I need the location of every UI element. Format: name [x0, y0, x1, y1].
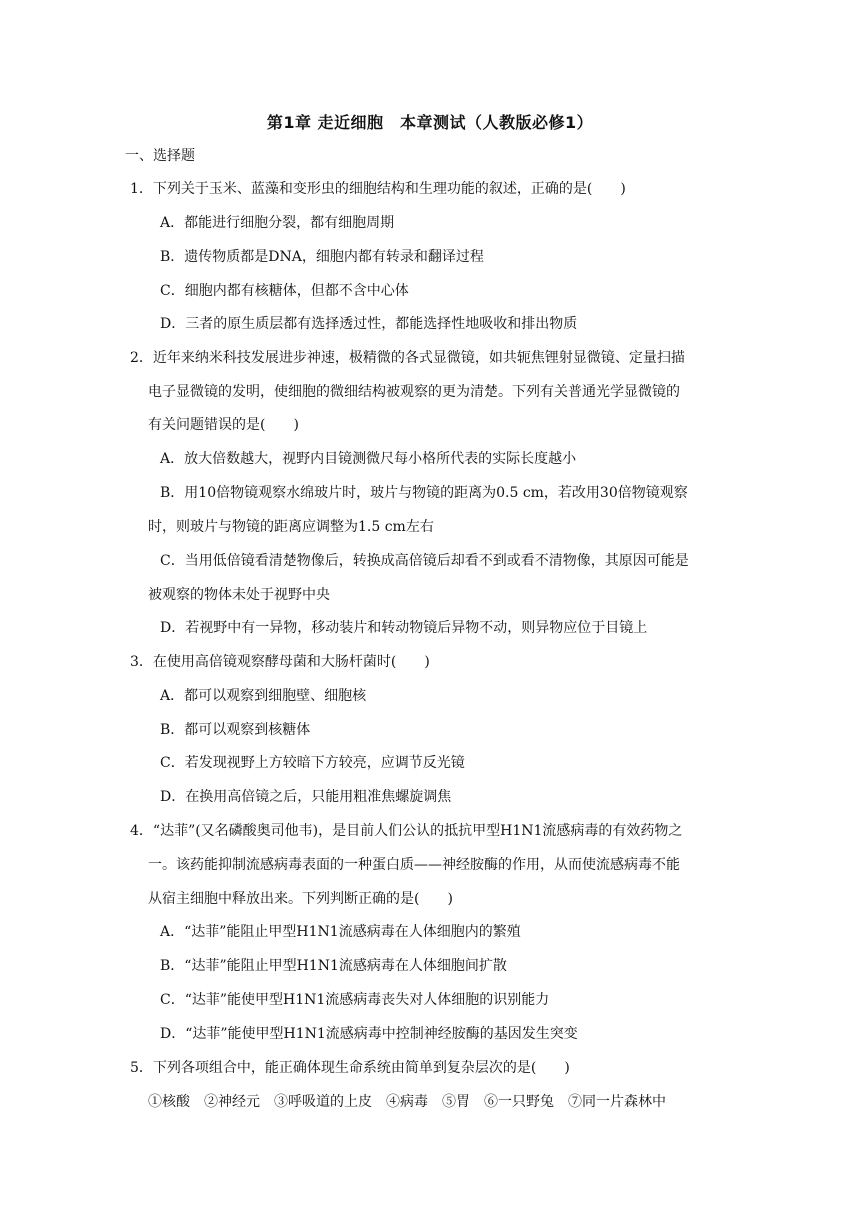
- question-3-option-a: A．都可以观察到细胞壁、细胞核: [160, 688, 367, 704]
- question-2-stem-line-3: 有关问题错误的是( ): [148, 417, 299, 433]
- question-5-items: ①核酸 ②神经元 ③呼吸道的上皮 ④病毒 ⑤胃 ⑥一只野兔 ⑦同一片森林中: [148, 1094, 666, 1110]
- section-heading: 一、选择题: [125, 148, 195, 164]
- question-1-option-b: B．遗传物质都是DNA，细胞内都有转录和翻译过程: [160, 249, 484, 265]
- question-2-option-b-line-2: 时，则玻片与物镜的距离应调整为1.5 cm左右: [148, 519, 434, 535]
- question-4-stem-line-2: 一。该药能抑制流感病毒表面的一种蛋白质——神经胺酶的作用，从而使流感病毒不能: [148, 857, 680, 873]
- question-3-option-b: B．都可以观察到核糖体: [160, 722, 311, 738]
- question-2-option-b-line-1: B．用10倍物镜观察水绵玻片时，玻片与物镜的距离为0.5 cm，若改用30倍物镜观察: [160, 485, 688, 501]
- question-3-option-d: D．在换用高倍镜之后，只能用粗准焦螺旋调焦: [160, 789, 452, 805]
- question-2-option-a: A．放大倍数越大，视野内目镜测微尺每小格所代表的实际长度越小: [160, 451, 577, 467]
- question-4-option-c: C．“达菲”能使甲型H1N1流感病毒丧失对人体细胞的识别能力: [160, 992, 550, 1008]
- question-4-option-b: B．“达菲”能阻止甲型H1N1流感病毒在人体细胞间扩散: [160, 958, 507, 974]
- question-2-stem-line-1: 2．近年来纳米科技发展进步神速，极精微的各式显微镜，如共轭焦锂射显微镜、定量扫描: [130, 350, 685, 366]
- question-4-stem-line-3: 从宿主细胞中释放出来。下列判断正确的是( ): [148, 891, 453, 907]
- question-2-stem-line-2: 电子显微镜的发明，使细胞的微细结构被观察的更为清楚。下列有关普通光学显微镜的: [148, 384, 680, 400]
- question-2-option-c-line-2: 被观察的物体未处于视野中央: [148, 587, 330, 603]
- question-3-option-c: C．若发现视野上方较暗下方较亮，应调节反光镜: [160, 755, 465, 771]
- question-3-stem: 3．在使用高倍镜观察酵母菌和大肠杆菌时( ): [130, 654, 430, 670]
- question-2-option-c-line-1: C．当用低倍镜看清楚物像后，转换成高倍镜后却看不到或看不清物像，其原因可能是: [160, 553, 689, 569]
- question-1-option-c: C．细胞内都有核糖体，但都不含中心体: [160, 283, 409, 299]
- question-1-stem: 1．下列关于玉米、蓝藻和变形虫的细胞结构和生理功能的叙述，正确的是( ): [130, 181, 626, 197]
- question-4-stem-line-1: 4．“达菲”(又名磷酸奥司他韦)，是目前人们公认的抵抗甲型H1N1流感病毒的有效药物之: [130, 823, 683, 839]
- question-1-option-a: A．都能进行细胞分裂，都有细胞周期: [160, 215, 395, 231]
- document-title: 第1章 走近细胞 本章测试（人教版必修1）: [266, 113, 594, 132]
- question-4-option-a: A．“达菲”能阻止甲型H1N1流感病毒在人体细胞内的繁殖: [160, 924, 521, 940]
- question-4-option-d: D．“达菲”能使甲型H1N1流感病毒中控制神经胺酶的基因发生突变: [160, 1026, 578, 1042]
- question-1-option-d: D．三者的原生质层都有选择透过性，都能选择性地吸收和排出物质: [160, 316, 578, 332]
- question-5-stem: 5．下列各项组合中，能正确体现生命系统由简单到复杂层次的是( ): [130, 1060, 570, 1076]
- question-2-option-d: D．若视野中有一异物，移动装片和转动物镜后异物不动，则异物应位于目镜上: [160, 620, 648, 636]
